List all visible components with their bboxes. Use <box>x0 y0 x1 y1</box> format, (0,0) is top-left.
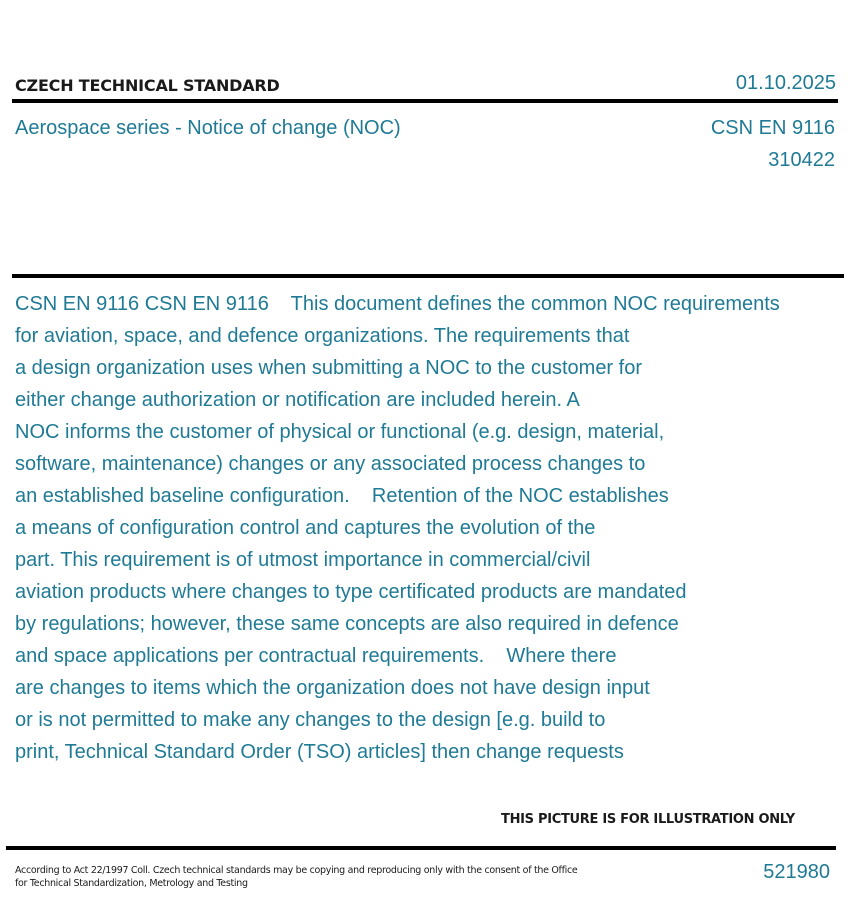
classification-number: 310422 <box>768 149 835 171</box>
document-abstract <box>15 288 845 768</box>
footer-divider <box>6 846 836 850</box>
publication-date: 01.10.2025 <box>735 72 836 94</box>
abstract-line: an established baseline configuration. Retention of the NOC establishes <box>15 485 669 507</box>
header-divider <box>12 99 838 103</box>
abstract-line: aviation products where changes to type certificated products are mandated <box>15 581 687 603</box>
document-title: Aerospace series - Notice of change (NOC) <box>15 117 401 139</box>
abstract-line: a means of configuration control and captures the evolution of the <box>15 517 596 539</box>
abstract-line: and space applications per contractual requirements. Where there <box>15 645 617 667</box>
abstract-line: a design organization uses when submitting a NOC to the customer for <box>15 357 642 379</box>
illustration-disclaimer: THIS PICTURE IS FOR ILLUSTRATION ONLY <box>501 812 795 827</box>
legal-notice-line: for Technical Standardization, Metrology and Testing <box>15 878 248 889</box>
abstract-line: for aviation, space, and defence organizations. The requirements that <box>15 325 630 347</box>
legal-notice <box>15 864 585 890</box>
abstract-line: part. This requirement is of utmost importance in commercial/civil <box>15 549 591 571</box>
standard-code: CSN EN 9116 <box>710 117 835 139</box>
abstract-line: CSN EN 9116 CSN EN 9116 This document defines the common NOC requirements <box>15 293 780 315</box>
abstract-line: either change authorization or notification are included herein. A <box>15 389 580 411</box>
title-divider <box>12 274 844 278</box>
abstract-line: print, Technical Standard Order (TSO) articles] then change requests <box>15 741 624 763</box>
abstract-line: software, maintenance) changes or any associated process changes to <box>15 453 646 475</box>
catalog-number: 521980 <box>763 861 830 883</box>
abstract-line: are changes to items which the organization does not have design input <box>15 677 650 699</box>
standard-type-label: CZECH TECHNICAL STANDARD <box>15 76 280 95</box>
abstract-line: or is not permitted to make any changes to the design [e.g. build to <box>15 709 606 731</box>
abstract-line: by regulations; however, these same concepts are also required in defence <box>15 613 679 635</box>
abstract-line: NOC informs the customer of physical or functional (e.g. design, material, <box>15 421 665 443</box>
legal-notice-line: According to Act 22/1997 Coll. Czech technical standards may be copying and reproducing only with the consent of the Office <box>15 865 578 876</box>
